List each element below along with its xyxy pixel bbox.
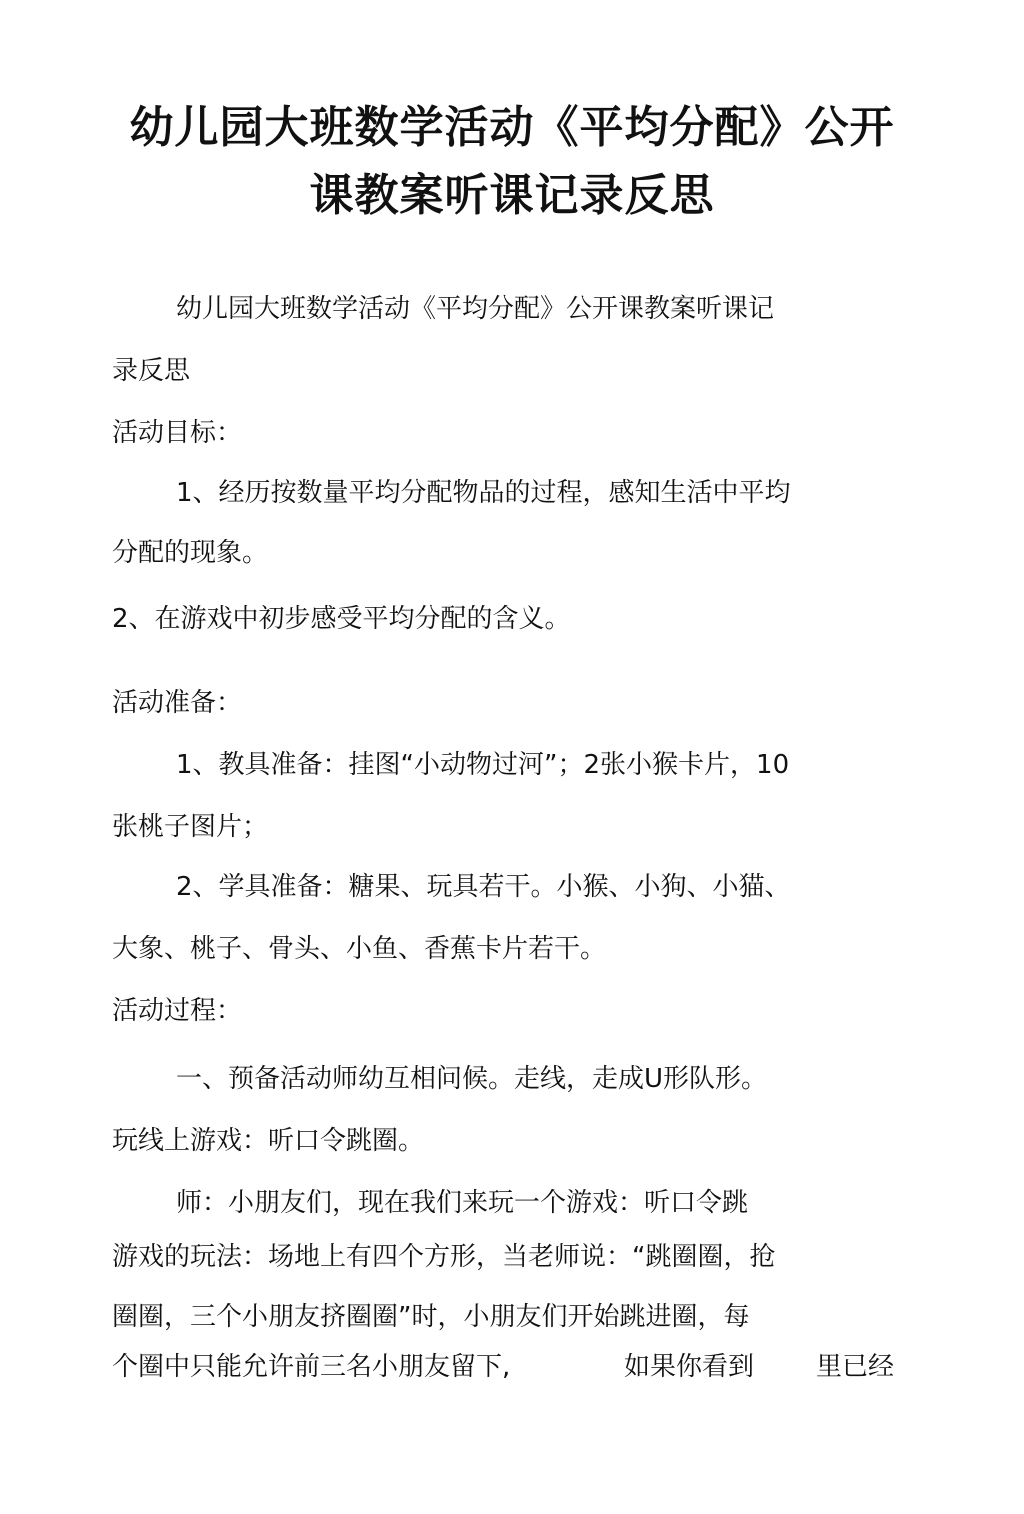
goal-1-line-1: 1、经历按数量平均分配物品的过程，感知生活中平均 [176,478,791,508]
section-heading-goals: 活动目标： [112,418,243,448]
process-2-line-4-part-1: 个圈中只能允许前三名小朋友留下, [112,1352,511,1382]
prep-1-line-1: 1、教具准备：挂图“小动物过河”；2张小猴卡片，10 [176,750,790,780]
process-2-line-4-part-2: 如果你看到 [624,1352,755,1382]
document-title-line-2: 课教案听课记录反思 [309,170,715,221]
goal-1-line-2: 分配的现象。 [112,538,269,568]
section-heading-preparation: 活动准备： [112,688,243,718]
process-2-line-3: 圈圈，三个小朋友挤圈圈”时，小朋友们开始跳进圈，每 [112,1302,750,1332]
prep-2-line-1: 2、学具准备：糖果、玩具若干。小猴、小狗、小猫、 [176,872,791,902]
intro-line-2: 录反思 [112,356,191,386]
section-heading-process: 活动过程： [112,996,243,1026]
process-1-line-2: 玩线上游戏：听口令跳圈。 [112,1126,425,1156]
document-title-line-1: 幼儿园大班数学活动《平均分配》公开 [129,102,895,153]
goal-2: 2、在游戏中初步感受平均分配的含义。 [112,604,571,634]
process-2-line-1: 师：小朋友们，现在我们来玩一个游戏：听口令跳 [176,1188,749,1218]
prep-2-line-2: 大象、桃子、骨头、小鱼、香蕉卡片若干。 [112,934,607,964]
prep-1-line-2: 张桃子图片； [112,812,269,842]
process-1-line-1: 一、预备活动师幼互相问候。走线，走成U形队形。 [176,1064,768,1094]
process-2-line-2: 游戏的玩法：场地上有四个方形，当老师说：“跳圈圈，抢 [112,1242,776,1272]
process-2-line-4-part-3: 里已经 [816,1352,895,1382]
intro-line-1: 幼儿园大班数学活动《平均分配》公开课教案听课记 [176,294,775,324]
